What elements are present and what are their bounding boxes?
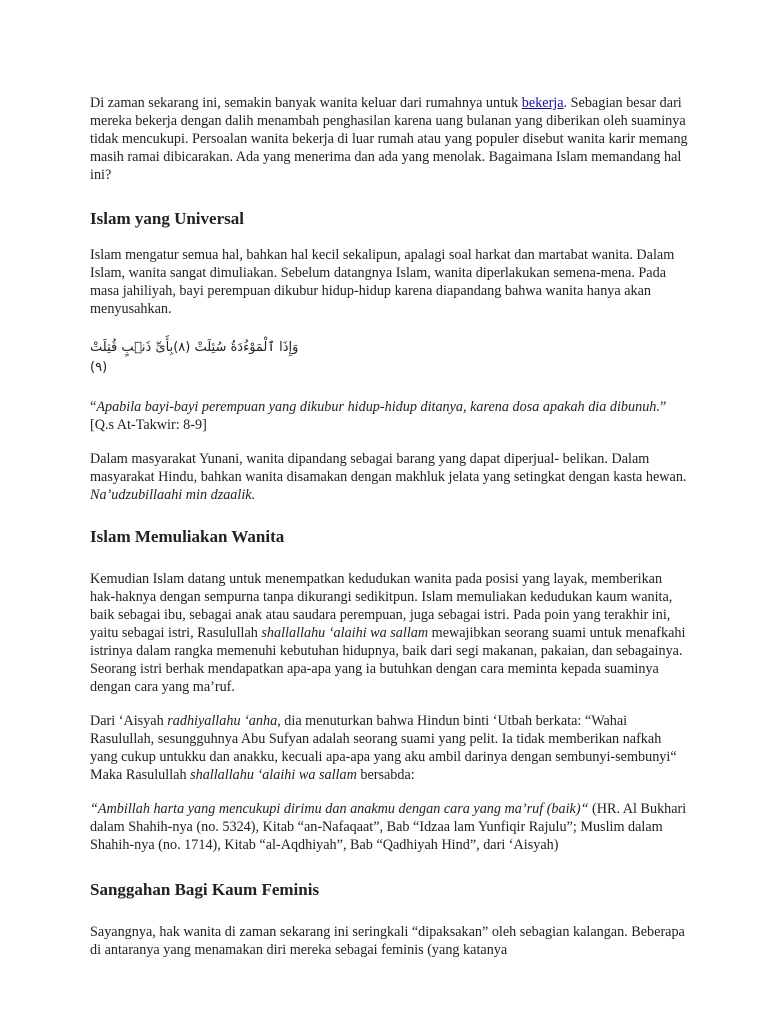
intro-text-start: Di zaman sekarang ini, semakin banyak wanita keluar dari rumahnya untuk — [90, 95, 522, 111]
intro-text-end: . Sebagian besar dari mereka bekerja dengan dalih menambah penghasilan karena uang bulanan yang diberikan oleh suaminya tidak mencukupi. Persoalan wanita bekerja di luar rumah atau yang populer disebut wanita karir memang masih ramai dibicarakan. Ada yang menerima dan ada yang menolak. Bagaimana Islam memandang hal ini? — [90, 95, 688, 183]
aisyah-text-b: , dia menuturkan bahwa Hindun binti ‘Utbah berkata: “Wahai Rasulullah, sesungguhnya Abu Sufyan adalah seorang suami yang pelit. Ia tidak memberikan nafkah yang cukup untukku dan anakku, kecuali apa-apa yang aku ambil darinya dengan sembunyi-sembunyi“ Maka Rasulullah — [90, 713, 677, 783]
naudzubillah-text: Na’udzubillaahi min dzaalik. — [90, 487, 256, 503]
aisyah-text-a: Dari ‘Aisyah — [90, 713, 168, 729]
universal-paragraph-2 — [90, 450, 690, 504]
bekerja-link[interactable]: bekerja — [521, 95, 564, 111]
intro-paragraph — [90, 94, 690, 184]
salawat-text-1: shallallahu ‘alaihi wa sallam — [261, 625, 429, 641]
hadith-paragraph — [90, 800, 690, 854]
radhiyallahu-text: radhiyallahu ‘anha — [167, 713, 278, 729]
salawat-text-2: shallallahu ‘alaihi wa sallam — [190, 767, 357, 783]
yunani-hindu-text: Dalam masyarakat Yunani, wanita dipandang sebagai barang yang dapat diperjual- belikan. Dalam masyarakat Hindu, bahkan wanita disamakan dengan makhluk jelata yang setingkat dengan kasta hewan. — [90, 451, 687, 485]
memuliakan-text-b: mewajibkan seorang suami untuk menafkahi istrinya dalam rangka memenuhi kebutuhan hidupnya, baik dari segi makanan, pakaian, dan sebagainya. Seorang istri berhak mendapatkan apa-apa yang ia butuhkan dengan cara meminta kepada suaminya dengan cara yang ma’ruf. — [90, 625, 686, 695]
quote-reference: ” [Q.s At-Takwir: 8-9] — [90, 399, 667, 433]
heading-islam-memuliakan-wanita: Islam Memuliakan Wanita — [90, 527, 285, 546]
quran-verse-arabic: وَإِذَا ٱلْمَوْءُدَةُ سُئِلَتْ (٨)بِأَىِّ ذَنۢبٍ قُتِلَتْ (٩) — [90, 340, 299, 375]
memuliakan-paragraph-1 — [90, 570, 690, 696]
heading-islam-universal: Islam yang Universal — [90, 209, 244, 228]
memuliakan-text-a: Kemudian Islam datang untuk menempatkan kedudukan wanita pada posisi yang layak, memberikan hak-haknya dengan sempurna tanpa dikurangi sedikitpun. Islam memuliakan kedudukan kaum wanita, baik sebagai ibu, sebagai anak atau saudara perempuan, juga sebagai istri. Pada poin yang terakhir ini, yaitu sebagai istri, Rasulullah — [90, 571, 673, 641]
quote-open-mark: “ — [90, 399, 97, 415]
translation-text: Apabila bayi-bayi perempuan yang dikubur hidup-hidup ditanya, karena dosa apakah dia dibunuh. — [96, 399, 660, 415]
aisyah-text-c: bersabda: — [356, 767, 415, 783]
sanggahan-paragraph-1: Sayangnya, hak wanita di zaman sekarang ini seringkali “dipaksakan” oleh sebagian kalangan. Beberapa di antaranya yang menamakan diri mereka sebagai feminis (yang katanya — [90, 924, 685, 958]
article — [90, 94, 690, 959]
memuliakan-paragraph-2 — [90, 712, 690, 784]
quran-translation — [90, 398, 690, 434]
hadith-reference: (HR. Al Bukhari dalam Shahih-nya (no. 5324), Kitab “an-Nafaqaat”, Bab “Idzaa lam Yunfiqir Rajulu”; Muslim dalam Shahih-nya (no. 1714), Kitab “al-Aqdhiyah”, Bab “Qadhiyah Hind”, dari ‘Aisyah) — [90, 801, 687, 853]
hadith-quote: “Ambillah harta yang mencukupi dirimu dan anakmu dengan cara yang ma’ruf (baik)“ — [90, 801, 589, 817]
universal-paragraph-1: Islam mengatur semua hal, bahkan hal kecil sekalipun, apalagi soal harkat dan martabat wanita. Dalam Islam, wanita sangat dimuliakan. Sebelum datangnya Islam, wanita diperlakukan semena-mena. Pada masa jahiliyah, bayi perempuan dikubur hidup-hidup karena diapandang bahwa wanita hanya akan menyusahkan. — [90, 247, 675, 317]
heading-sanggahan-feminis: Sanggahan Bagi Kaum Feminis — [90, 880, 320, 899]
